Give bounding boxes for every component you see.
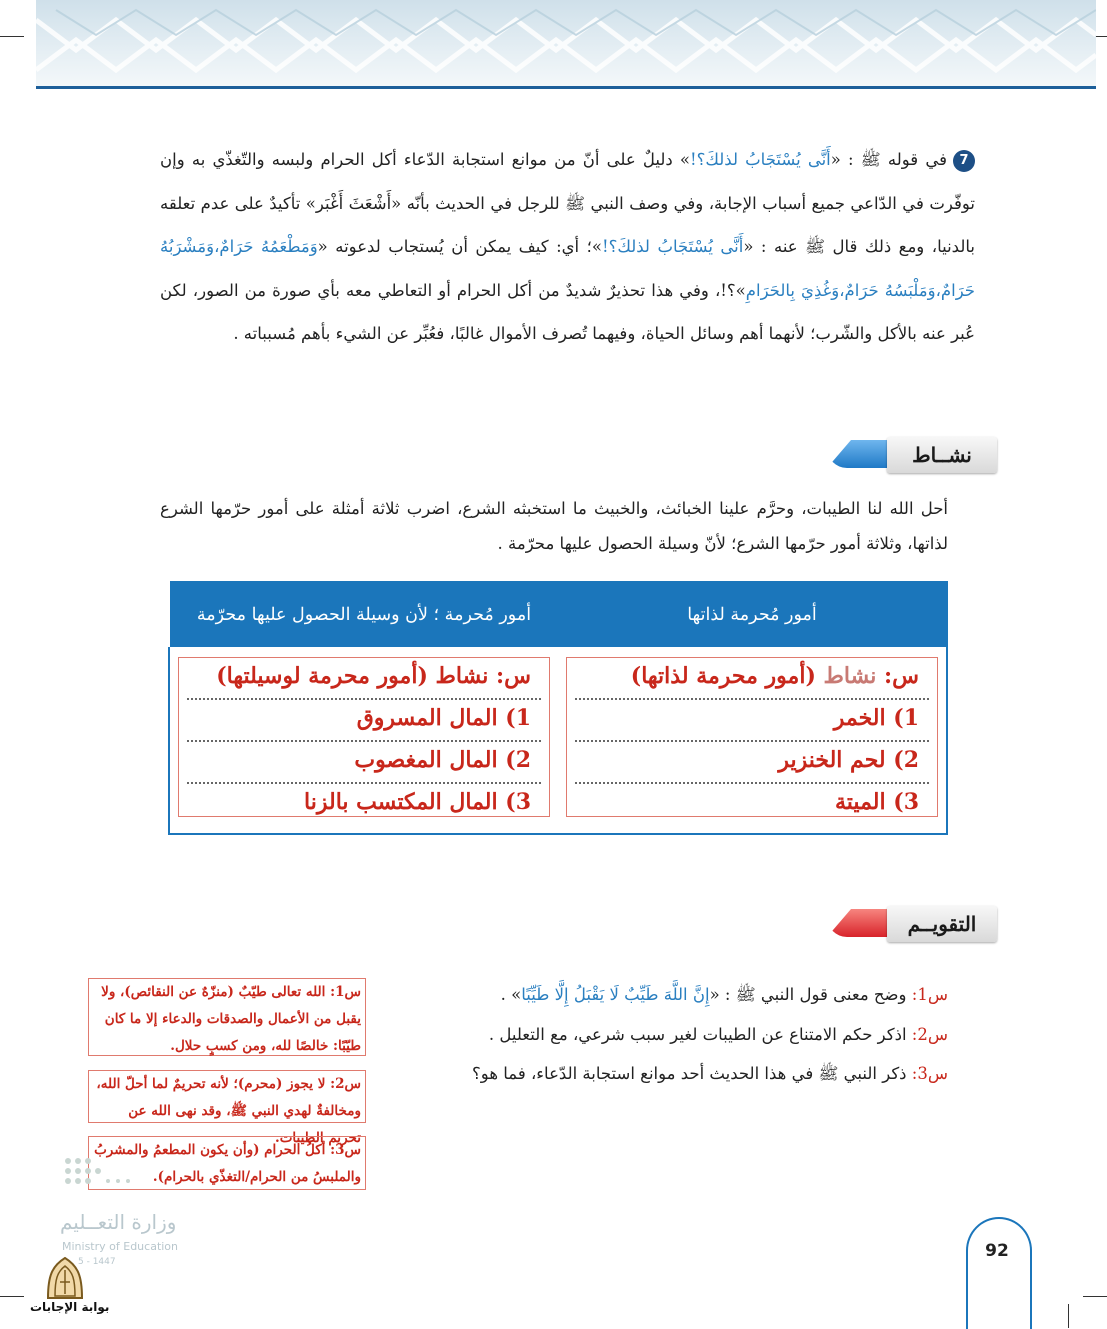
activity-tab-label: نشــاط bbox=[887, 437, 997, 473]
ministry-name-en: Ministry of Education bbox=[62, 1240, 179, 1253]
evaluation-questions bbox=[400, 975, 948, 1094]
answer-item: 1) المال المسروق bbox=[187, 700, 541, 742]
question-label: س3: bbox=[911, 1064, 948, 1083]
answer-category: (أمور محرمة لذاتها) bbox=[630, 663, 816, 689]
page-number-tab bbox=[966, 1217, 1032, 1329]
evaluation-tab-label: التقويــم bbox=[887, 906, 997, 942]
paragraph-7 bbox=[160, 138, 975, 356]
right-answer-cell bbox=[558, 647, 947, 834]
hadith-quote: أَنَّى يُسْتَجَابُ لذلكَ؟! bbox=[689, 150, 831, 169]
answer-note-2: س2: لا يجوز (محرم)؛ لأنه تحريمٌ لما أحلّ الله، ومخالفةٌ لهدي النبي ﷺ، وقد نهى الله عن تحريم الطيبات. bbox=[88, 1070, 366, 1123]
answer-prefix: س: bbox=[496, 663, 531, 689]
answer-tag: نشاط bbox=[823, 663, 877, 689]
question-text: » . bbox=[500, 985, 522, 1004]
edition-year: 5 - 1447 bbox=[78, 1257, 116, 1267]
text: في قوله ﷺ : « bbox=[830, 150, 947, 169]
answers-portal-logo-icon bbox=[44, 1256, 86, 1300]
ministry-logo-dots bbox=[62, 1155, 152, 1195]
question-text: ذكر النبي ﷺ في هذا الحديث أحد موانع استجابة الدّعاء، فما هو؟ bbox=[472, 1064, 907, 1083]
col-header-right: أمور مُحرمة لذاتها bbox=[558, 582, 947, 647]
right-answer-box bbox=[566, 657, 938, 817]
activity-tab bbox=[827, 437, 997, 475]
activity-instructions: أحل الله لنا الطيبات، وحرَّم علينا الخبائث، والخبيث ما استخبثه الشرع، اضرب ثلاثة أمثلة على أمور حرّمها الشرع لذاتها، وثلاثة أمور حرّمها الشرع؛ لأنّ وسيلة الحصول عليها محرّمة . bbox=[160, 499, 948, 553]
hadith-quote: وَمَطْعَمُهُ حَرَامٌ،وَمَشْرَبُهُ حَرَامٌ،وَمَلْبَسُهُ حَرَامٌ،وَغُذِيَ بِالحَرَامِ bbox=[160, 237, 975, 300]
text: » دليلٌ على أنّ من موانع استجابة الدّعاء أكل الحرام ولبسه والتّغذّي به وإن توفّرت في الدّاعي جميع أسباب الإجابة، وفي وصف النبي ﷺ للرجل في الحديث بأنّه «أَشْعَثَ أَغْبَر» تأكيدٌ على عدم تعلقه بالدنيا، ومع ذلك قال ﷺ عنه : « bbox=[160, 150, 975, 257]
col-header-left: أمور مُحرمة ؛ لأن وسيلة الحصول عليها محرّمة bbox=[169, 582, 558, 647]
answer-item: 2) المال المغصوب bbox=[187, 742, 541, 784]
answer-item: 2) لحم الخنزير bbox=[575, 742, 929, 784]
text: »؛ أي: كيف يمكن أن يُستجاب لدعوته « bbox=[317, 237, 602, 257]
answer-title bbox=[575, 658, 929, 700]
page-number: 92 bbox=[985, 1241, 1009, 1261]
answers-portal-label: بوابة الإجابات bbox=[30, 1300, 110, 1314]
question-label: س2: bbox=[911, 1024, 948, 1044]
evaluation-tab bbox=[827, 906, 997, 944]
answer-tag: نشاط bbox=[435, 663, 489, 689]
answer-item: 1) الخمر bbox=[575, 700, 929, 742]
answer-note-3: س3: أكلُ الحرام (وأن يكون المطعمُ والمشربُ والملبسُ من الحرام/التغذّي بالحرام). bbox=[88, 1136, 366, 1190]
question-text: وضح معنى قول النبي ﷺ : « bbox=[709, 985, 907, 1004]
question-text: اذكر حكم الامتناع عن الطيبات لغير سبب شرعي، مع التعليل . bbox=[488, 1024, 907, 1044]
hadith-quote: أَنَّى يُسْتَجَابُ لذلكَ؟! bbox=[601, 237, 744, 257]
pattern-decoration bbox=[36, 0, 1096, 88]
answer-prefix: س: bbox=[884, 663, 919, 689]
text: »؟!، وفي هذا تحذيرٌ شديدٌ من أكل الحرام أو التعاطي معه بأي صورة من الصور، لكن عُبر عنه بالأكل والشّرب؛ لأنهما أهم وسائل الحياة، وفيهما تُصرف الأموال غالبًا، فعُبِّر عن الشيء بأهم مُسبباته . bbox=[160, 280, 975, 344]
hadith-quote: إِنَّ اللَّهَ طَيِّبٌ لَا يَقْبَلُ إِلَّا طَيِّبًا bbox=[521, 985, 710, 1004]
activity-table bbox=[168, 581, 948, 835]
left-answer-box bbox=[178, 657, 550, 817]
question-label: س1: bbox=[911, 985, 948, 1004]
answer-item: 3) الميتة bbox=[835, 789, 919, 815]
header-rule bbox=[36, 86, 1096, 89]
answer-item: 3) المال المكتسب بالزنا bbox=[304, 789, 531, 815]
answer-title bbox=[187, 658, 541, 700]
question-1 bbox=[400, 975, 948, 1015]
question-3 bbox=[400, 1054, 948, 1094]
left-answer-cell bbox=[169, 647, 558, 834]
answer-note-1: س1: الله تعالى طيّبٌ (منزّهٌ عن النقائص)، ولا يقبل من الأعمال والصدقات والدعاء إلا ما كان طيّبًا: خالصًا لله، ومن كسبٍ حلال. bbox=[88, 978, 366, 1056]
question-2 bbox=[400, 1015, 948, 1055]
paragraph-number-badge: 7 bbox=[953, 150, 975, 172]
header-banner bbox=[36, 0, 1096, 88]
answer-category: (أمور محرمة لوسيلتها) bbox=[216, 663, 428, 689]
ministry-name-ar: وزارة التعــليم bbox=[60, 1210, 177, 1234]
